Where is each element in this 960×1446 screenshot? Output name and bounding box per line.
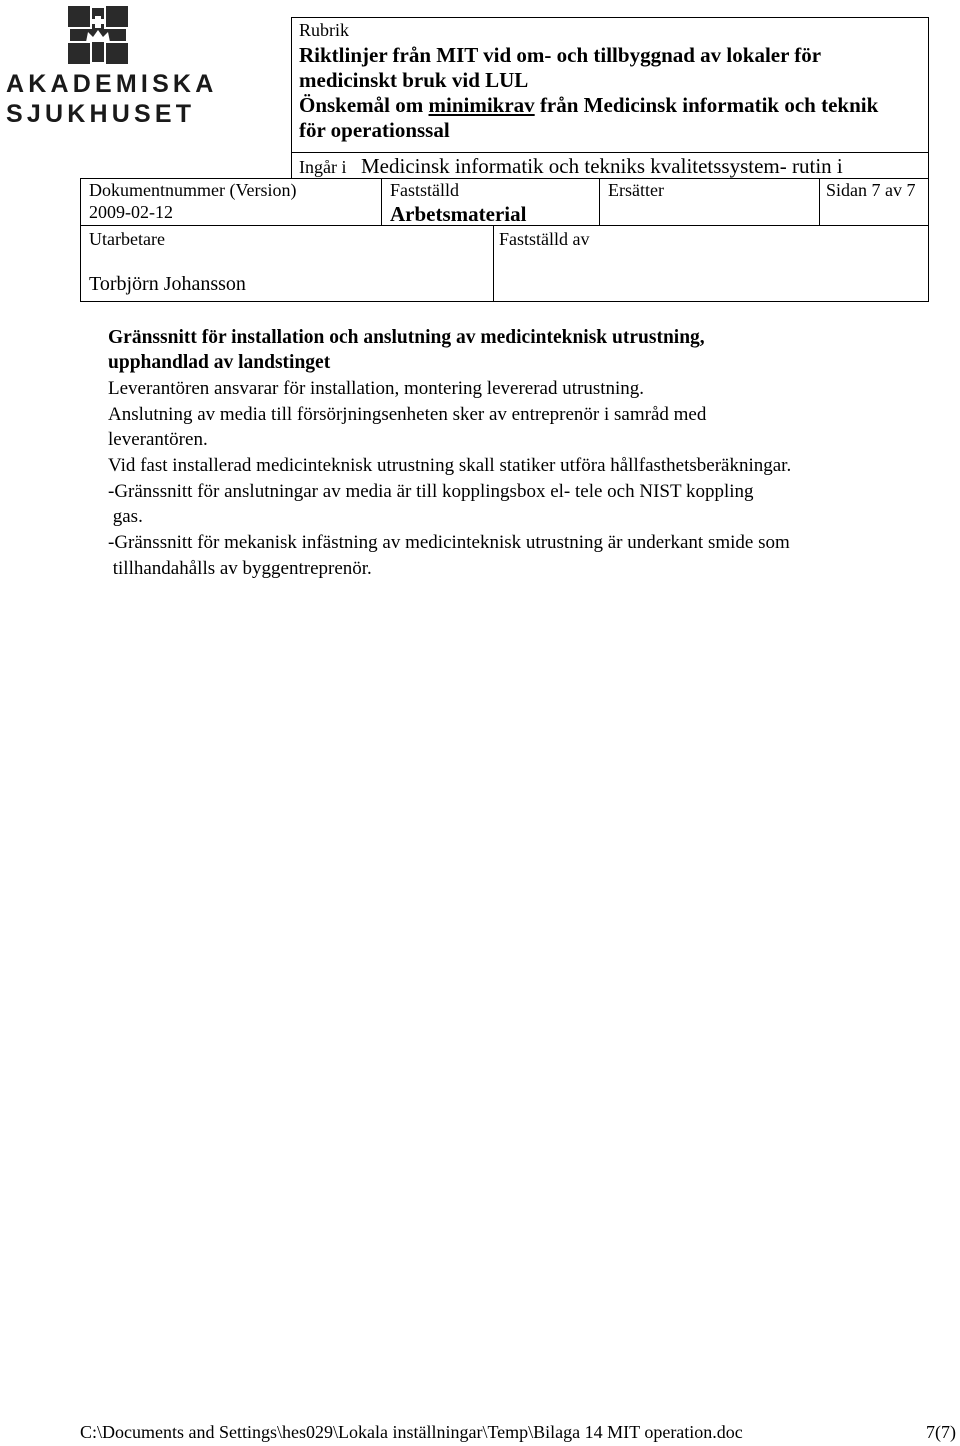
document-title-line4: för operationssal [299, 118, 450, 142]
paragraph-line: gas. [108, 506, 143, 527]
logo-text-line2: SJUKHUSET [6, 100, 196, 128]
footer-file-path: C:\Documents and Settings\hes029\Lokala inställningar\Temp\Bilaga 14 MIT operation.doc [80, 1422, 743, 1442]
title-box [291, 17, 929, 153]
document-title-line2: medicinskt bruk vid LUL [299, 68, 529, 92]
rubrik-label: Rubrik [299, 20, 350, 40]
ersatter-label: Ersätter [608, 180, 664, 200]
dokumentnummer-cell [80, 178, 382, 226]
footer-page-number: 7(7) [926, 1422, 956, 1442]
ingar-i-value: Medicinsk informatik och tekniks kvalitetssystem- rutin i [361, 154, 843, 178]
paragraph-line: -Gränssnitt för anslutningar av media är till kopplingsbox el- tele och NIST koppling [108, 481, 754, 502]
section-heading-line1: Gränssnitt för installation och anslutning av medicinteknisk utrustning, [108, 327, 705, 348]
faststalld-value: Arbetsmaterial [390, 202, 527, 226]
hospital-logo [6, 6, 218, 128]
page-indicator: Sidan 7 av 7 [826, 180, 916, 200]
logo-text-line1: AKADEMISKA [6, 70, 218, 98]
paragraph-line: Anslutning av media till försörjningsenheten sker av entreprenör i samråd med [108, 404, 707, 425]
utarbetare-cell [80, 225, 494, 302]
paragraph-line: -Gränssnitt för mekanisk infästning av medicinteknisk utrustning är underkant smide som [108, 532, 790, 553]
faststalld-av-label: Fastställd av [499, 229, 590, 249]
ersatter-cell [599, 178, 820, 226]
underlined-term: minimikrav [428, 93, 535, 117]
utarbetare-label: Utarbetare [89, 229, 165, 249]
paragraph-line: Vid fast installerad medicinteknisk utrustning skall statiker utföra hållfasthetsberäkningar. [108, 455, 792, 476]
faststalld-av-cell [493, 225, 929, 302]
crown-cross-emblem-icon [68, 6, 128, 64]
paragraph-line: tillhandahålls av byggentreprenör. [108, 558, 372, 579]
faststalld-cell [381, 178, 600, 226]
dokumentnummer-value: 2009-02-12 [89, 202, 173, 222]
document-title-line1: Riktlinjer från MIT vid om- och tillbyggnad av lokaler för [299, 43, 822, 67]
section-heading-line2: upphandlad av landstinget [108, 352, 331, 373]
paragraph-line: Leverantören ansvarar för installation, montering levererad utrustning. [108, 378, 645, 399]
document-title-line3: Önskemål om minimikrav från Medicinsk informatik och teknik [299, 93, 879, 117]
dokumentnummer-label: Dokumentnummer (Version) [89, 180, 297, 200]
utarbetare-value: Torbjörn Johansson [89, 273, 246, 295]
ingar-i-row [291, 152, 929, 179]
sida-cell [819, 178, 929, 226]
paragraph-line: leverantören. [108, 429, 208, 450]
faststalld-label: Fastställd [390, 180, 460, 200]
ingar-i-label: Ingår i [299, 157, 347, 177]
